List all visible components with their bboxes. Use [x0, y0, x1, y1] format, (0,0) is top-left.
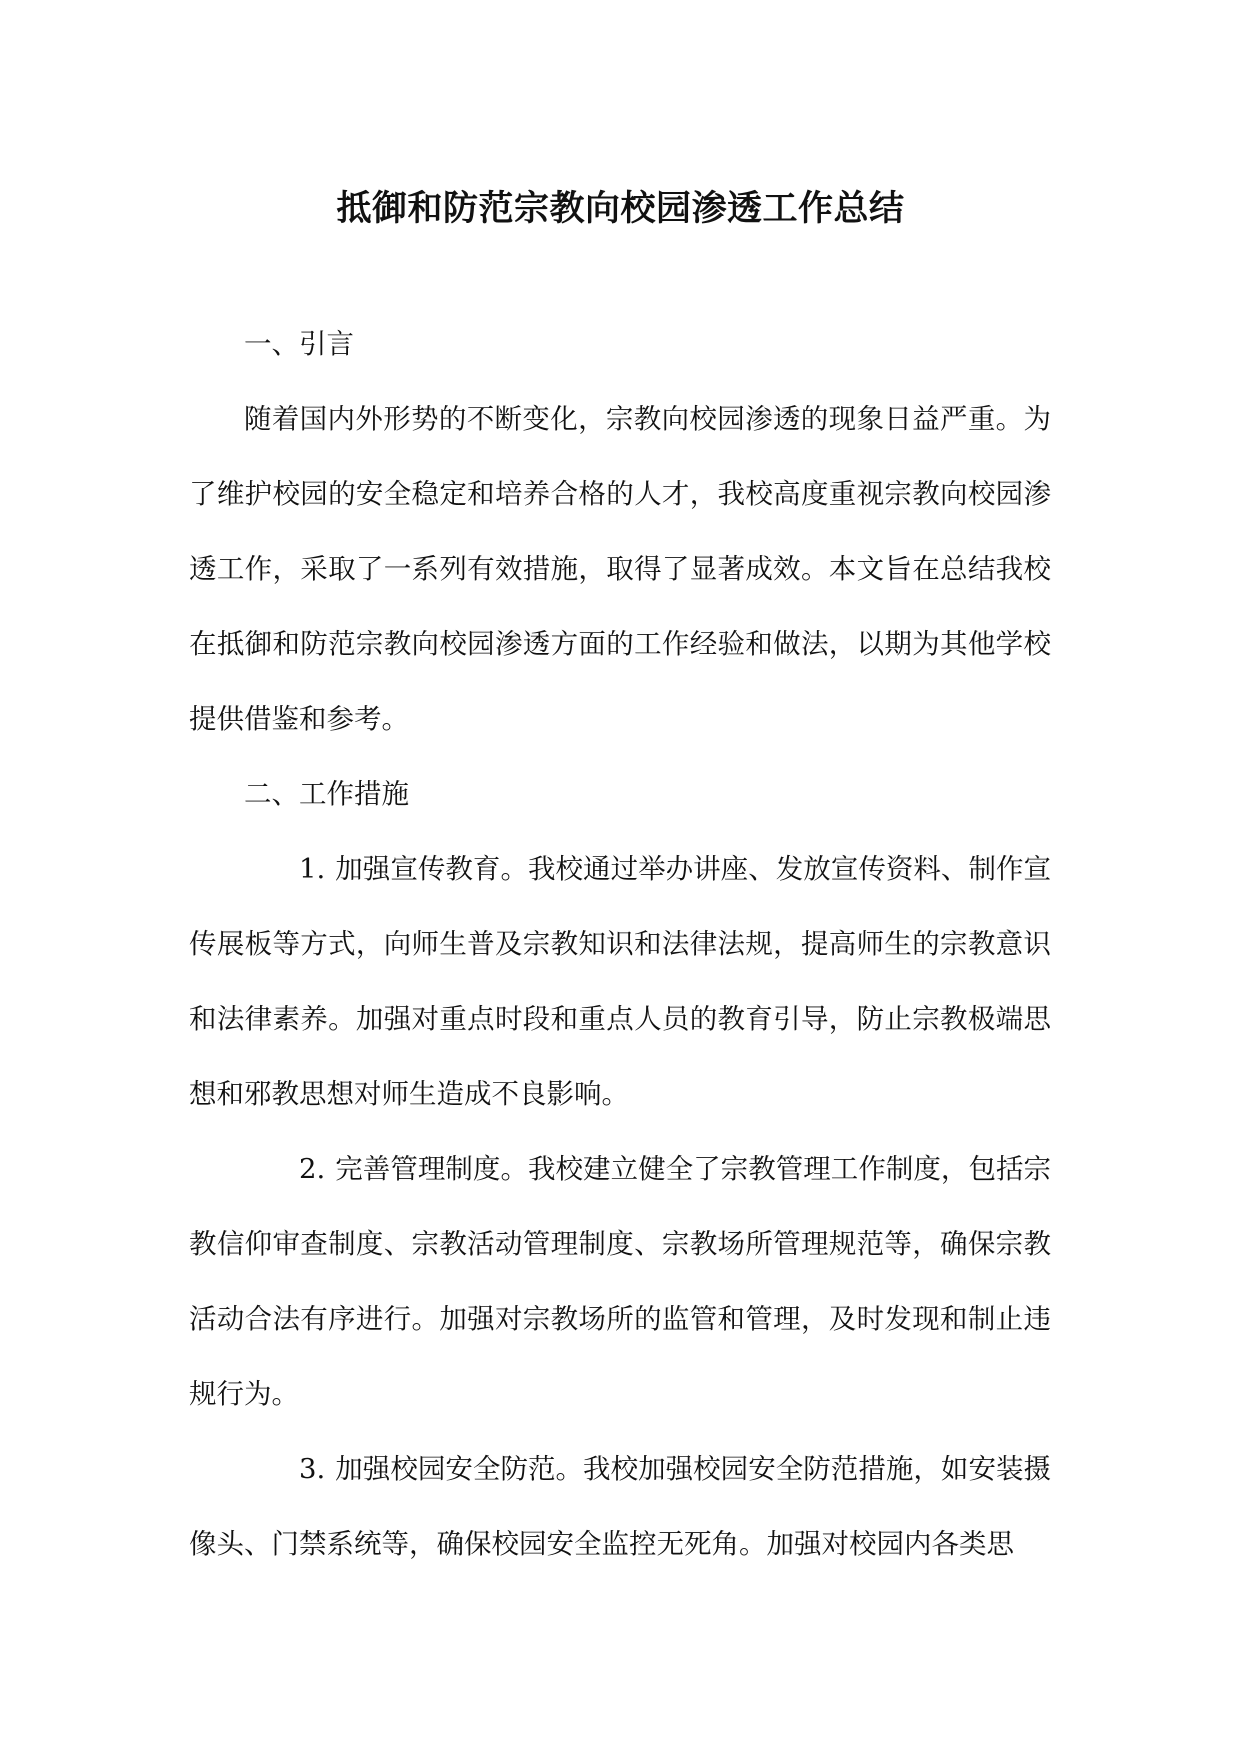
measure-item-2-text: 完善管理制度。我校建立健全了宗教管理工作制度，包括宗教信仰审查制度、宗教活动管理制度、宗教场所管理规范等，确保宗教活动合法有序进行。加强对宗教场所的监管和管理，及时发现和制止违规行为。: [189, 1153, 1051, 1410]
measure-item-1-number: 1.: [299, 853, 326, 885]
measure-item-1-text: 加强宣传教育。我校通过举办讲座、发放宣传资料、制作宣传展板等方式，向师生普及宗教知识和法律法规，提高师生的宗教意识和法律素养。加强对重点时段和重点人员的教育引导，防止宗教极端思想和邪教思想对师生造成不良影响。: [189, 853, 1051, 1110]
measure-item-2-number: 2.: [299, 1153, 326, 1185]
measure-item-3-number: 3.: [299, 1453, 326, 1485]
measure-item-2: [189, 1132, 1051, 1432]
measure-item-1: [189, 832, 1051, 1132]
measure-item-3-text: 加强校园安全防范。我校加强校园安全防范措施，如安装摄像头、门禁系统等，确保校园安全监控无死角。加强对校园内各类思: [189, 1453, 1051, 1560]
measure-item-3: [189, 1432, 1051, 1582]
section-heading-measures: 二、工作措施: [244, 778, 409, 810]
document-title: 抵御和防范宗教向校园渗透工作总结: [336, 189, 905, 229]
document-body: [189, 307, 1051, 1582]
intro-paragraph: 随着国内外形势的不断变化，宗教向校园渗透的现象日益严重。为了维护校园的安全稳定和培养合格的人才，我校高度重视宗教向校园渗透工作，采取了一系列有效措施，取得了显著成效。本文旨在总结我校在抵御和防范宗教向校园渗透方面的工作经验和做法，以期为其他学校提供借鉴和参考。: [189, 403, 1051, 735]
section-heading-intro: 一、引言: [244, 328, 354, 360]
